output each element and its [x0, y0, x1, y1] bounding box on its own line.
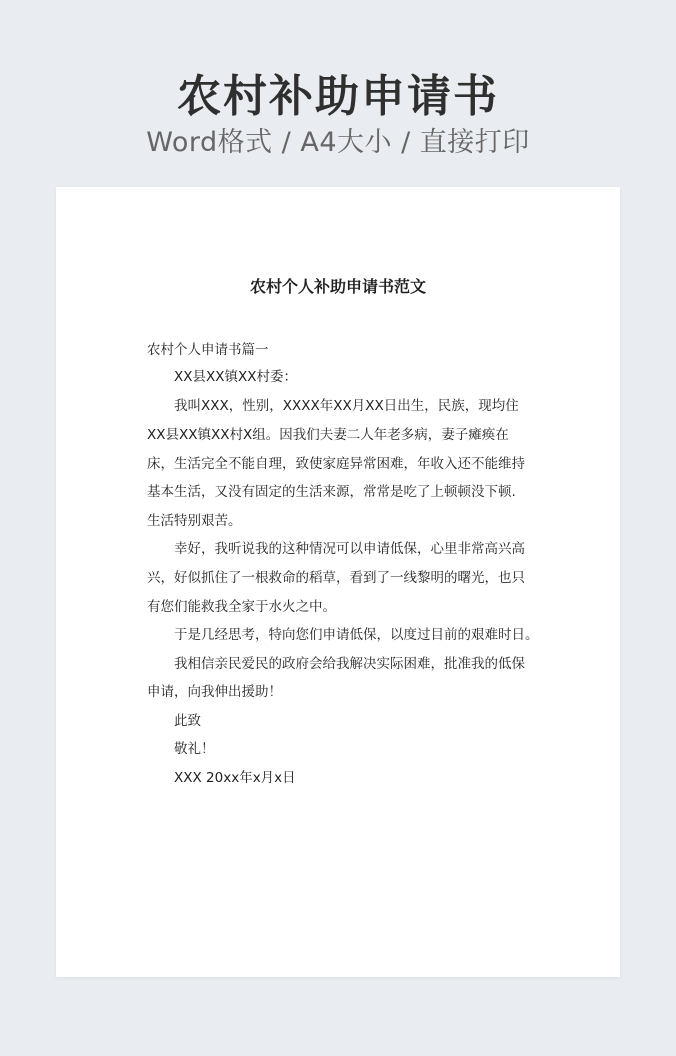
- page-subtitle: Word格式 / A4大小 / 直接打印: [146, 127, 530, 158]
- document-line: 兴，好似抓住了一根救命的稻草，看到了一线黎明的曙光，也只: [147, 570, 525, 586]
- document-line: 基本生活，又没有固定的生活来源，常常是吃了上顿顿没下顿.: [147, 484, 516, 500]
- document-line: 我叫XXX，性别，XXXX年XX月XX日出生，民族，现均住: [174, 398, 519, 414]
- document-line: 申请，向我伸出援助！: [147, 684, 282, 700]
- document-line: 床，生活完全不能自理，致使家庭异常困难，年收入还不能维持: [147, 456, 525, 472]
- document-line: 生活特别艰苦。: [147, 513, 242, 529]
- page-title: 农村补助申请书: [177, 71, 499, 122]
- document-page: [56, 187, 620, 977]
- document-line: 于是几经思考，特向您们申请低保，以度过目前的艰难时日。: [174, 627, 539, 643]
- document-line: XX县XX镇XX村委：: [174, 369, 297, 385]
- document-line: 此致: [174, 713, 201, 729]
- document-line: 我相信亲民爱民的政府会给我解决实际困难，批准我的低保: [174, 656, 525, 672]
- page-header: [0, 0, 676, 180]
- document-line: 敬礼！: [174, 741, 215, 757]
- document-title: 农村个人补助申请书范文: [249, 277, 426, 296]
- document-line: 幸好，我听说我的这种情况可以申请低保，心里非常高兴高: [174, 541, 525, 557]
- document-line: 农村个人申请书篇一: [147, 342, 269, 358]
- document-line: XXX 20xx年x月x日: [174, 770, 296, 786]
- document-line: 有您们能救我全家于水火之中。: [147, 599, 336, 615]
- document-line: XX县XX镇XX村X组。因我们夫妻二人年老多病，妻子瘫痪在: [147, 427, 509, 443]
